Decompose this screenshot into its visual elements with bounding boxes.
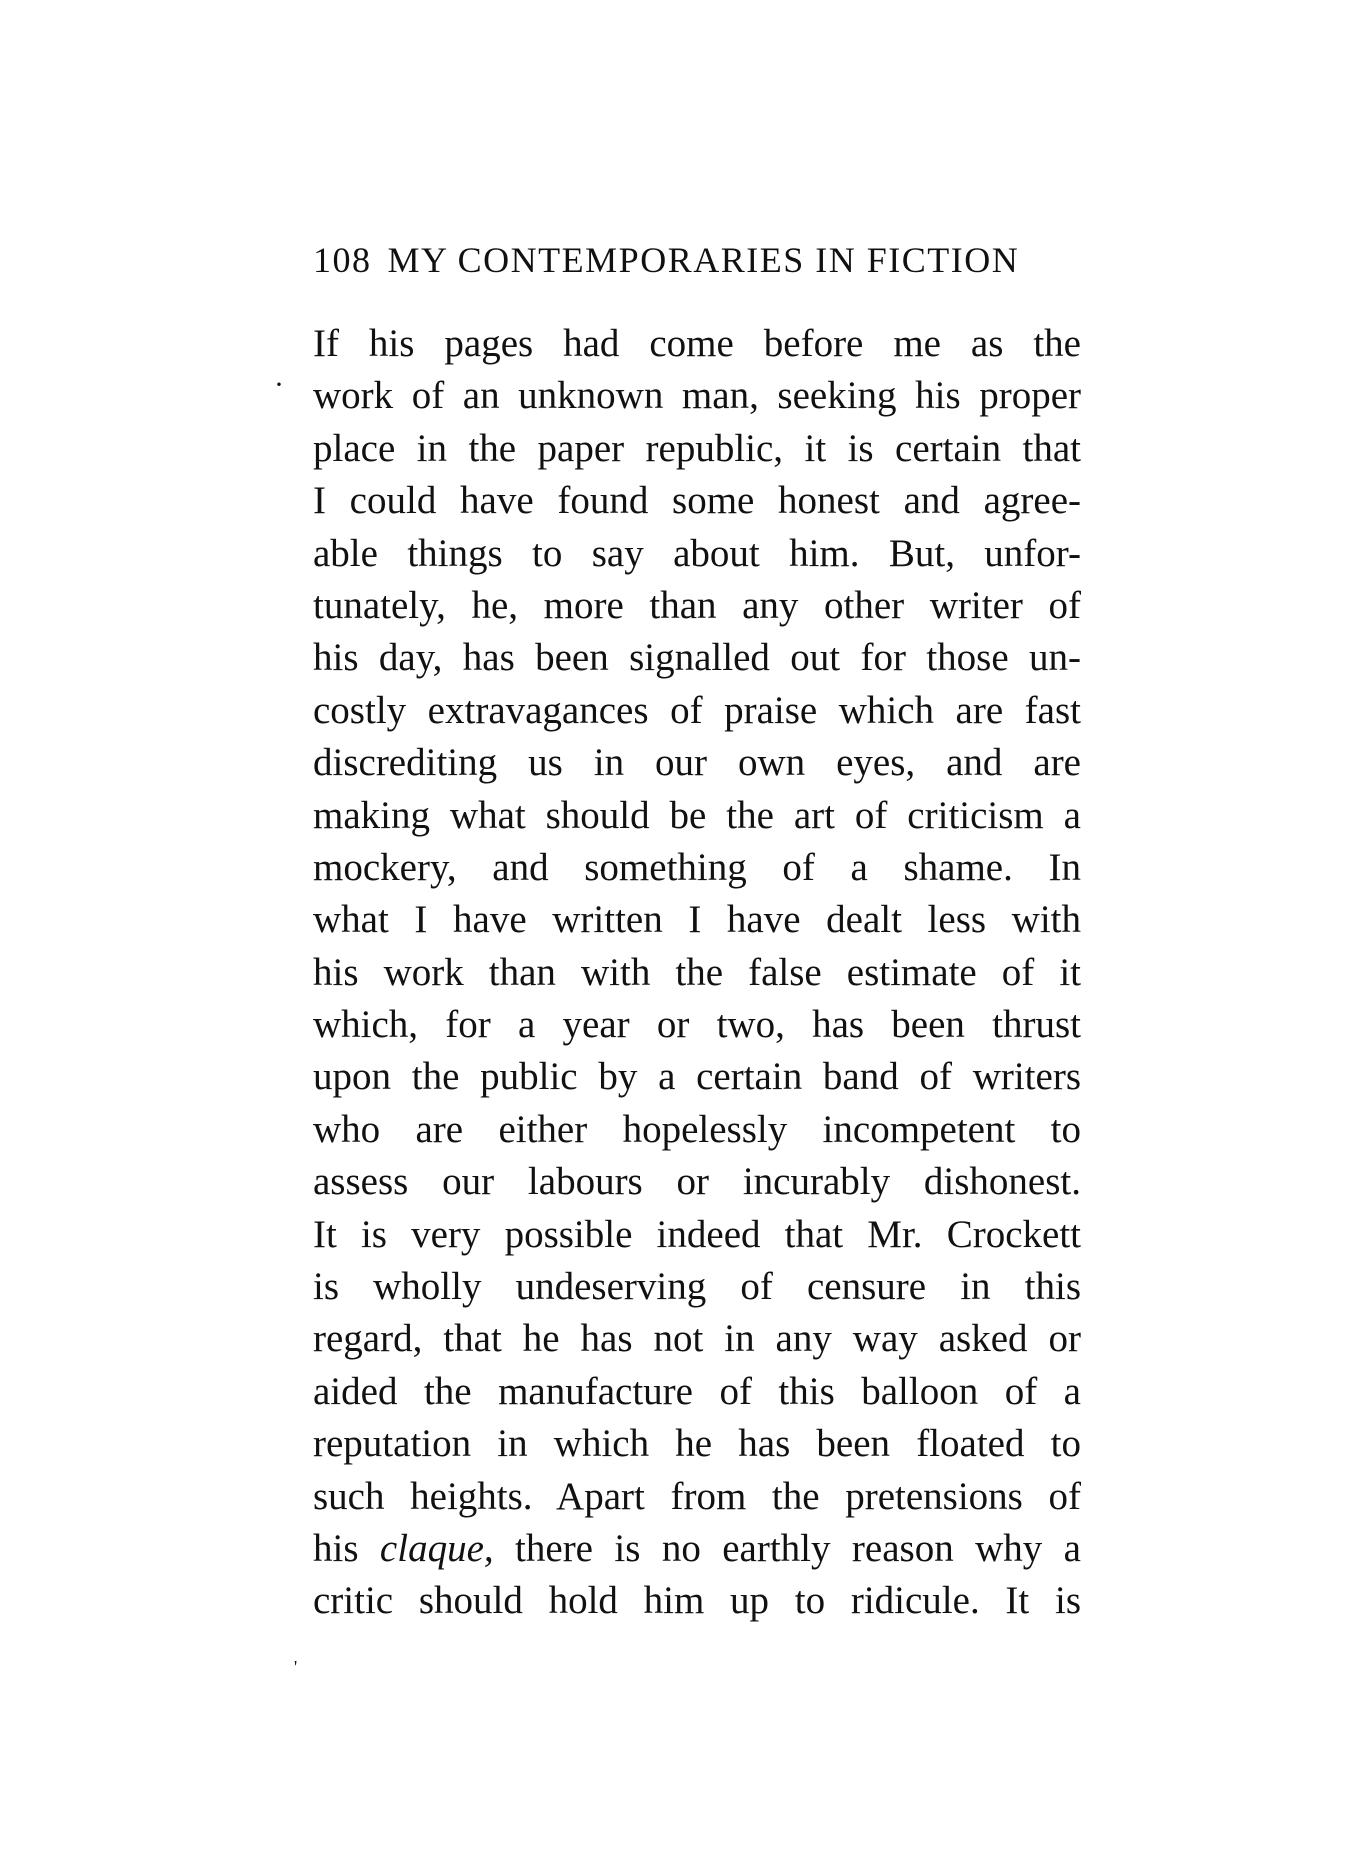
text-line: is wholly undeserving of censure in this xyxy=(313,1265,1081,1309)
page-number: 108 xyxy=(313,240,372,280)
text-line: work of an unknown man, seeking his proper xyxy=(313,374,1081,418)
text-line: aided the manufacture of this balloon of a xyxy=(313,1369,1081,1413)
text-line: assess our labours or incurably dishonest. xyxy=(313,1160,1081,1204)
text-line-final: critic should hold him up to ridicule. It is xyxy=(313,1579,1081,1623)
text-line: discrediting us in our own eyes, and are xyxy=(313,741,1081,785)
text-line: If his pages had come before me as the xyxy=(313,322,1081,365)
text-line: tunately, he, more than any other writer of xyxy=(313,583,1081,627)
text-line: regard, that he has not in any way asked or xyxy=(313,1317,1081,1361)
margin-dot-mark: · xyxy=(274,368,284,401)
text-line: I could have found some honest and agree- xyxy=(313,479,1081,523)
text-line: what I have written I have dealt less with xyxy=(313,898,1081,942)
running-head xyxy=(313,238,1093,282)
claque-line-after: there is no earthly reason why a xyxy=(493,1526,1081,1570)
running-title: MY CONTEMPORARIES IN FICTION xyxy=(387,240,1020,280)
claque-line-before: his xyxy=(313,1526,380,1570)
text-line: such heights. Apart from the pretensions of xyxy=(313,1474,1081,1518)
text-line: his work than with the false estimate of it xyxy=(313,950,1081,994)
text-line: who are either hopelessly incompetent to xyxy=(313,1107,1081,1151)
text-line: which, for a year or two, has been thrust xyxy=(313,1003,1081,1047)
claque-italic-word: claque, xyxy=(379,1526,494,1570)
margin-tick-mark: ' xyxy=(294,1657,298,1677)
body-text xyxy=(313,318,1081,1628)
text-line: costly extravagances of praise which are fast xyxy=(313,688,1081,732)
text-line-claque xyxy=(313,1523,1081,1575)
text-line: upon the public by a certain band of writers xyxy=(313,1055,1081,1099)
text-line: able things to say about him. But, unfor- xyxy=(313,531,1081,575)
text-line: It is very possible indeed that Mr. Crockett xyxy=(313,1212,1081,1256)
text-line: his day, has been signalled out for those un- xyxy=(313,636,1081,680)
text-line: reputation in which he has been floated to xyxy=(313,1422,1081,1466)
text-line: place in the paper republic, it is certain that xyxy=(313,426,1081,470)
text-line: mockery, and something of a shame. In xyxy=(313,845,1081,889)
text-line: making what should be the art of criticism a xyxy=(313,793,1081,837)
